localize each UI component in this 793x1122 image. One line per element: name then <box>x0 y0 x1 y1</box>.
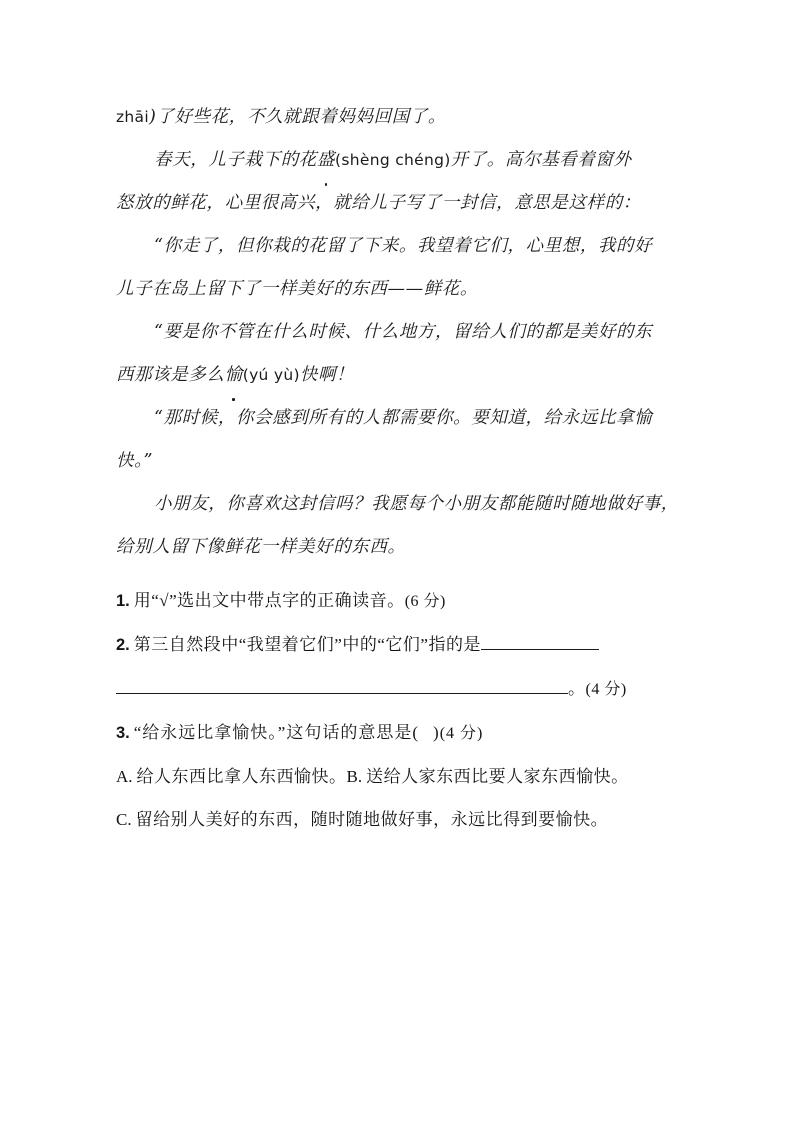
question-1 <box>116 579 680 623</box>
pinyin-yu-yu: (yú yù) <box>242 366 300 384</box>
passage-line-11: 给别人留下像鲜花一样美好的东西。 <box>116 537 406 557</box>
question-2 <box>116 623 680 667</box>
passage-line-2-pre: 春天，儿子栽下的花 <box>154 150 317 170</box>
question-3-text: “给永远比拿愉快。”这句话的意思是( <box>133 723 420 742</box>
option-a-label: A. <box>116 767 133 786</box>
question-2-text: 第三自然段中“我望着它们”中的“它们”指的是 <box>133 635 481 654</box>
question-3-options-row-2 <box>116 798 680 841</box>
question-3-number: 3. <box>116 724 130 742</box>
passage-line-5: 儿子在岛上留下了一样美好的东西——鲜花。 <box>116 279 478 299</box>
question-2-suffix: 。 <box>568 679 586 698</box>
question-1-text: 用“√”选出文中带点字的正确读音。 <box>133 591 405 610</box>
passage-line-4: “你走了，但你栽的花留了下来。我望着它们，心里想，我的好 <box>154 236 653 256</box>
passage-line-10: 小朋友，你喜欢这封信吗？我愿每个小朋友都能随时随地做好事， <box>154 494 679 514</box>
question-3 <box>116 711 680 755</box>
question-1-number: 1. <box>116 592 130 610</box>
passage-line-6: “要是你不管在什么时候、什么地方，留给人们的都是美好的东 <box>154 322 653 342</box>
passage-line-2-post: 开了。高尔基看着窗外 <box>450 150 632 170</box>
passage-line-7 <box>116 354 680 397</box>
option-c-label: C. <box>116 810 132 829</box>
passage-line-1-text: )了好些花，不久就跟着妈妈回国了。 <box>148 107 446 127</box>
option-c-text[interactable]: 留给别人美好的东西，随时随地做好事，永远比得到要愉快。 <box>135 810 609 829</box>
passage-line-8: “那时候，你会感到所有的人都需要你。要知道，给永远比拿愉 <box>154 408 653 428</box>
question-2-score: (4 分) <box>585 681 627 698</box>
passage-line-3: 怒放的鲜花，心里很高兴，就给儿子写了一封信，意思是这样的： <box>116 193 641 213</box>
question-3-bracket-close: ) <box>433 723 440 742</box>
passage-line-1 <box>116 96 680 139</box>
option-b-label: B. <box>346 767 363 786</box>
pinyin-zhai: zhāi <box>116 108 149 126</box>
questions-section <box>116 579 680 841</box>
passage-line-7-pre: 西那该是多么 <box>116 365 225 385</box>
emphasis-char-yu: 愉 <box>225 354 243 397</box>
page-content <box>116 96 680 841</box>
reading-passage <box>116 96 680 569</box>
question-1-score: (6 分) <box>404 593 446 610</box>
passage-line-2 <box>116 139 680 182</box>
question-3-score: (4 分) <box>439 725 484 742</box>
emphasis-char-sheng: 盛 <box>317 139 335 182</box>
option-b-text[interactable]: 送给人家东西比要人家东西愉快。 <box>366 767 629 786</box>
pinyin-sheng-cheng: (shèng chéng) <box>335 151 451 169</box>
answer-blank-2b[interactable] <box>116 676 568 694</box>
question-2-number: 2. <box>116 636 130 654</box>
question-3-options-row-1 <box>116 755 680 798</box>
passage-line-9: 快。” <box>116 451 153 471</box>
answer-blank-2a[interactable] <box>481 632 599 650</box>
question-2-continuation <box>116 667 680 711</box>
passage-line-7-post: 快啊！ <box>299 365 355 385</box>
option-a-text[interactable]: 给人东西比拿人东西愉快。 <box>136 767 347 786</box>
